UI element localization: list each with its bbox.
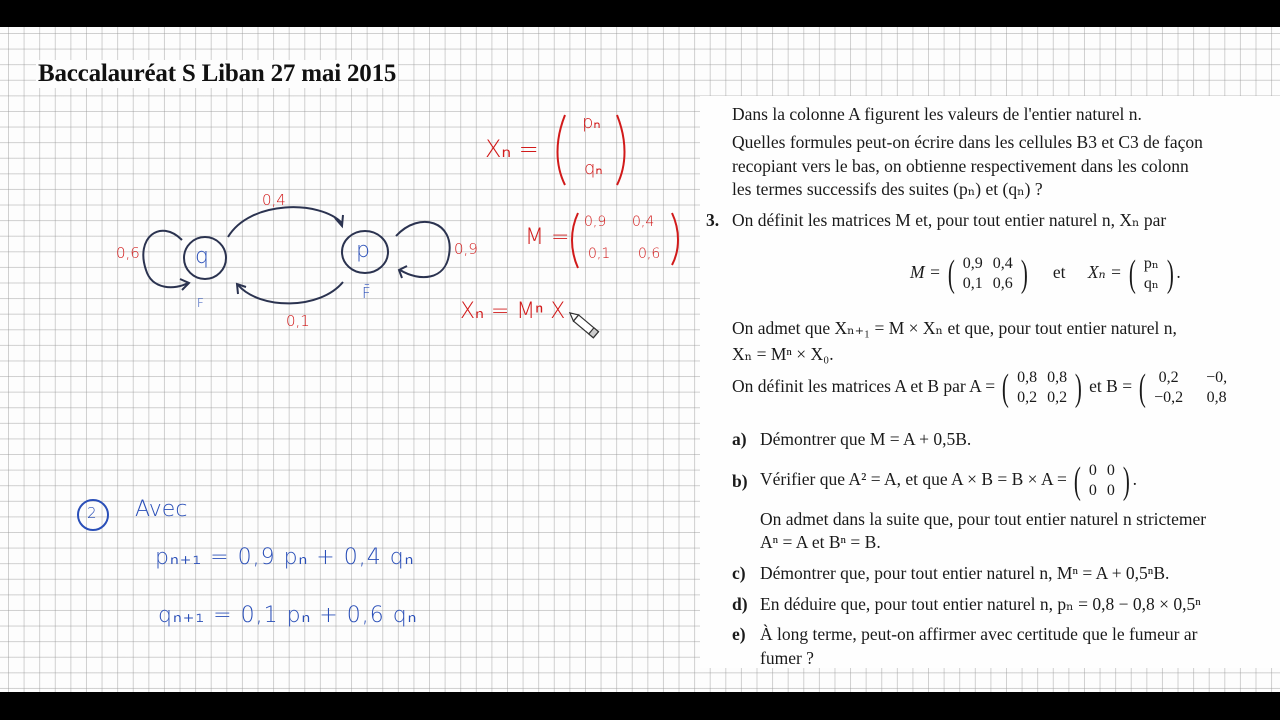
hand-m-11: 0,9 [584,214,607,230]
graph-node-p: p [356,238,370,263]
item-a-text: Démontrer que M = A + 0,5B. [760,429,972,449]
item-d-text: En déduire que, pour tout entier naturel n, pₙ = 0,8 − 0,8 × 0,5ⁿ [760,594,1201,614]
matrix-x-label: Xₙ = [1087,262,1122,283]
vector-x: ( pₙ qₙ ) [1129,253,1174,295]
matrix-cell: 0,2 [1158,369,1179,386]
letterbox-bottom [0,692,1280,720]
matrix-cell: −0, [1206,369,1228,386]
matrix-cell: qₙ [1143,275,1159,292]
letterbox-top [0,0,1280,27]
item-e-label: e) [732,624,746,644]
question-3-text: On définit les matrices M et, pour tout entier naturel n, Xₙ par [732,210,1167,230]
define-ab-mid: et B = [1089,376,1133,397]
doc-admit-line-1: On admet que Xₙ₊₁ = M × Xₙ et que, pour tout entier naturel n, [732,318,1177,338]
hand-m-21: 0,1 [588,246,611,262]
conjunction-et: et [1052,262,1066,283]
page-title: Baccalauréat S Liban 27 mai 2015 [38,60,397,87]
matrix-b: ( 0,2 −0, −0,2 0,8 [1136,368,1232,408]
graph-node-q: q [195,244,209,269]
matrix-m-label: M = [910,262,941,283]
hand-m-def: M = [525,225,570,250]
matrix-cell: 0,8 [1206,389,1227,406]
hand-avec: Avec [135,497,188,522]
matrix-cell: 0,2 [1017,389,1038,406]
hand-xn-q: qₙ [584,158,603,179]
matrix-cell: 0,9 [962,255,983,272]
matrix-cell: 0 [1088,462,1097,479]
hand-section-number: 2 [87,504,97,522]
matrix-cell: 0,1 [962,275,983,292]
graph-edge-p-q-weight: 0,1 [286,312,310,330]
item-b-continuation-1: On admet dans la suite que, pour tout entier naturel n strictemer [760,509,1207,529]
doc-intro-line-1: Dans la colonne A figurent les valeurs de l'entier naturel n. [732,104,1142,124]
matrix-m: ( 0,9 0,4 0,1 0,6 ) [947,253,1028,295]
hand-xn-p: pₙ [582,112,601,133]
item-d-label: d) [732,594,748,614]
hand-m-12: 0,4 [632,214,655,230]
matrix-cell: 0,6 [992,275,1013,292]
matrix-cell: 0,8 [1017,369,1038,386]
hand-xn-power: Xₙ = Mⁿ X [460,299,566,324]
matrix-cell: 0 [1106,482,1115,499]
item-c-label: c) [732,563,746,583]
graph-edge-q-p-weight: 0,4 [262,191,286,209]
matrix-m-equation: M = ( 0,9 0,4 0,1 0,6 ) et Xₙ = ( pₙ qₙ ) . [910,253,1181,295]
matrix-cell: 0,2 [1047,389,1068,406]
doc-intro-line-3: recopiant vers le bas, on obtienne respectivement dans les colonn [732,156,1189,176]
matrix-cell: pₙ [1143,255,1159,272]
matrix-cell: 0,8 [1047,369,1068,386]
matrix-cell: 0 [1106,462,1115,479]
doc-intro-line-4: les termes successifs des suites (pₙ) et (qₙ) ? [732,179,1043,199]
graph-label-smoker: F [197,296,204,310]
hand-xn-def: Xₙ = [485,135,539,163]
item-e-text: À long terme, peut-on affirmer avec certitude que le fumeur ar [760,624,1198,644]
item-c-text: Démontrer que, pour tout entier naturel n, Mⁿ = A + 0,5ⁿB. [760,563,1170,583]
matrix-zero: ( 0 0 0 0 ) [1074,460,1130,502]
item-b-text: Vérifier que A² = A, et que A × B = B × A = [760,469,1067,490]
item-b-label: b) [732,471,748,491]
doc-admit-line-2: Xₙ = Mⁿ × X₀. [732,344,834,364]
item-b-line: Vérifier que A² = A, et que A × B = B × A = ( 0 0 0 0 ) . [760,460,1137,502]
hand-m-22: 0,6 [638,246,661,262]
hand-recurrence-q: qₙ₊₁ = 0,1 pₙ + 0,6 qₙ [158,603,418,628]
question-3-number: 3. [706,210,720,230]
define-ab-prefix: On définit les matrices A et B par A = [732,376,996,397]
graph-loop-q-weight: 0,6 [116,244,140,262]
matrix-cell: 0 [1088,482,1097,499]
item-a-label: a) [732,429,747,449]
hand-recurrence-p: pₙ₊₁ = 0,9 pₙ + 0,4 qₙ [155,545,415,570]
matrix-cell: −0,2 [1154,389,1184,406]
matrix-a: ( 0,8 0,8 0,2 0,2 ) [1002,367,1082,409]
exam-document-panel [700,96,1280,668]
matrix-cell: 0,4 [992,255,1013,272]
graph-loop-p-weight: 0,9 [454,240,478,258]
graph-label-nonsmoker: F̄ [362,284,371,302]
item-b-continuation-2: Aⁿ = A et Bⁿ = B. [760,532,881,552]
doc-intro-line-2: Quelles formules peut-on écrire dans les cellules B3 et C3 de façon [732,132,1203,152]
doc-define-ab [732,368,1232,408]
item-e-continuation: fumer ? [760,648,814,668]
